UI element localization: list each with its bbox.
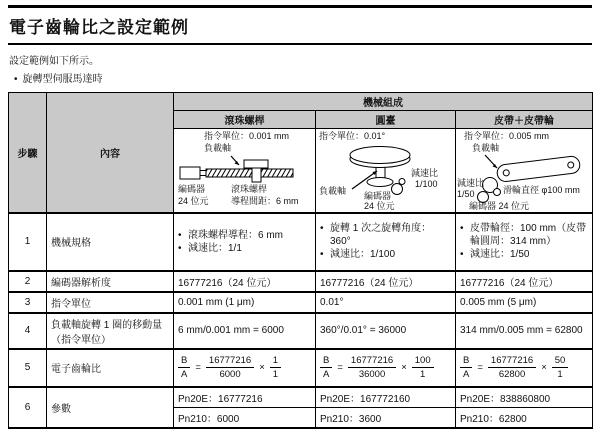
load-shaft-arrow-icon [231, 156, 239, 165]
encoder-label-line1: 編碼器 [178, 184, 206, 194]
intro-text: 設定範例如下所示。 [9, 56, 99, 67]
step-label: 參數 [47, 387, 174, 428]
pulley-diameter-label: 滑輪直徑 φ100 mm [503, 185, 580, 195]
column-header-ball-screw: 滾珠螺桿 [174, 111, 316, 129]
step-label: 負載軸旋轉 1 圈的移動量 （指令單位） [47, 313, 174, 349]
encoder-resolution-round-table: 16777216（24 位元） [316, 271, 456, 292]
encoder-icon [392, 179, 406, 195]
document-page [8, 0, 592, 429]
gear-ratio-table [8, 92, 593, 429]
table-top-icon [350, 147, 410, 168]
belt-pulley-diagram-cell [456, 129, 593, 213]
mech-spec-ball-screw [174, 213, 316, 271]
motor-type-bullet [14, 70, 592, 85]
command-unit-label: 指令單位：0.001 mm [204, 131, 290, 141]
param-pn20e-ball-screw: Pn20E：16777216 [174, 387, 316, 408]
encoder-resolution-belt-pulley: 16777216（24 位元） [456, 271, 593, 292]
step-number: 5 [9, 349, 47, 387]
param-pn20e-round-table: Pn20E：167772160 [316, 387, 456, 408]
command-unit-label: 指令單位：0.01° [319, 131, 386, 141]
step-number: 4 [9, 313, 47, 349]
mech-spec-belt-pulley [456, 213, 593, 271]
encoder-label: 編碼器 24 位元 [469, 201, 530, 211]
travel-per-rev-belt-pulley: 314 mm/0.005 mm = 62800 [456, 313, 593, 349]
bullet-text: 旋轉型伺服馬達時 [22, 74, 103, 85]
encoder-label-line1: 編碼器 [364, 191, 392, 201]
step-number: 1 [9, 213, 47, 271]
ball-screw-diagram [174, 129, 315, 211]
gear-ratio-formula-belt-pulley: $\frac{B}{A}$ = $\frac{16777216}{62800}$ × $\frac{50}{1}$ [456, 349, 593, 387]
command-unit-label: 指令單位：0.005 mm [464, 131, 550, 141]
round-table-diagram [316, 129, 455, 211]
step-label: 電子齒輪比 [47, 349, 174, 387]
base-icon [367, 178, 393, 187]
command-unit-round-table: 0.01° [316, 292, 456, 313]
param-pn210-belt-pulley: Pn210：62800 [456, 407, 593, 428]
gear-ratio-formula-ball-screw: $\frac{B}{A}$ = $\frac{16777216}{6000}$ × $\frac{1}{1}$ [174, 349, 316, 387]
screw-shaft-icon [206, 169, 293, 177]
param-pn210-ball-screw: Pn210：6000 [174, 407, 316, 428]
spec-item: • 減速比：1/50 [460, 249, 530, 260]
spec-item: • 減速比：1/100 [320, 249, 396, 260]
command-unit-belt-pulley: 0.005 mm (5 μm) [456, 292, 593, 313]
step-number: 3 [9, 292, 47, 313]
load-shaft-label: 負載軸 [204, 143, 232, 153]
screw-label-line2: 導程間距：6 mm [231, 196, 299, 206]
spec-item: • 減速比：1/1 [178, 242, 242, 254]
screw-label-line1: 滾珠螺桿 [231, 184, 268, 194]
reduction-ratio-value: 1/100 [415, 179, 438, 189]
step-number: 6 [9, 387, 47, 428]
step-label: 指令單位 [47, 292, 174, 313]
load-shaft-label: 負載軸 [472, 143, 500, 153]
content-column-header: 內容 [47, 93, 174, 213]
step-number: 2 [9, 271, 47, 292]
round-table-diagram-cell [316, 129, 456, 213]
column-header-belt-pulley: 皮帶＋皮帶輪 [456, 111, 593, 129]
param-pn210-round-table: Pn210：3600 [316, 407, 456, 428]
reduction-ratio-label: 減速比 [411, 168, 439, 178]
load-shaft-label: 負載軸 [319, 186, 347, 196]
title-underline [8, 43, 592, 45]
encoder-resolution-ball-screw: 16777216（24 位元） [174, 271, 316, 292]
spec-item: • 旋轉 1 次之旋轉角度：360° [320, 223, 432, 247]
load-shaft-arrow-icon [485, 155, 497, 168]
command-unit-ball-screw: 0.001 mm (1 μm) [174, 292, 316, 313]
encoder-label-line2: 24 位元 [364, 201, 395, 211]
motor-encoder-icon [180, 167, 206, 179]
encoder-label-line2: 24 位元 [178, 196, 209, 206]
param-pn20e-belt-pulley: Pn20E：838860800 [456, 387, 593, 408]
step-column-header: 步驟 [9, 93, 47, 213]
bullet-marker: • [14, 74, 18, 85]
spec-item: • 皮帶輪徑：100 mm（皮帶輪圓周：314 mm） [460, 223, 587, 247]
travel-per-rev-ball-screw: 6 mm/0.001 mm = 6000 [174, 313, 316, 349]
gear-ratio-formula-round-table: $\frac{B}{A}$ = $\frac{16777216}{36000}$ × $\frac{100}{1}$ [316, 349, 456, 387]
reduction-ratio-value: 1/50 [457, 189, 475, 199]
spec-item: • 滾珠螺桿導程：6 mm [178, 229, 283, 241]
step-label: 機械規格 [47, 213, 174, 271]
ball-screw-diagram-cell [174, 129, 316, 213]
page-title: 電子齒輪比之設定範例 [9, 18, 189, 37]
belt-icon [496, 155, 580, 182]
travel-per-rev-round-table: 360°/0.01° = 36000 [316, 313, 456, 349]
step-label: 編碼器解析度 [47, 271, 174, 292]
reduction-ratio-label: 減速比 [457, 178, 485, 188]
column-header-round-table: 圓臺 [316, 111, 456, 129]
machine-group-header: 機械組成 [174, 93, 593, 111]
belt-pulley-diagram [456, 129, 592, 211]
mech-spec-round-table [316, 213, 456, 271]
